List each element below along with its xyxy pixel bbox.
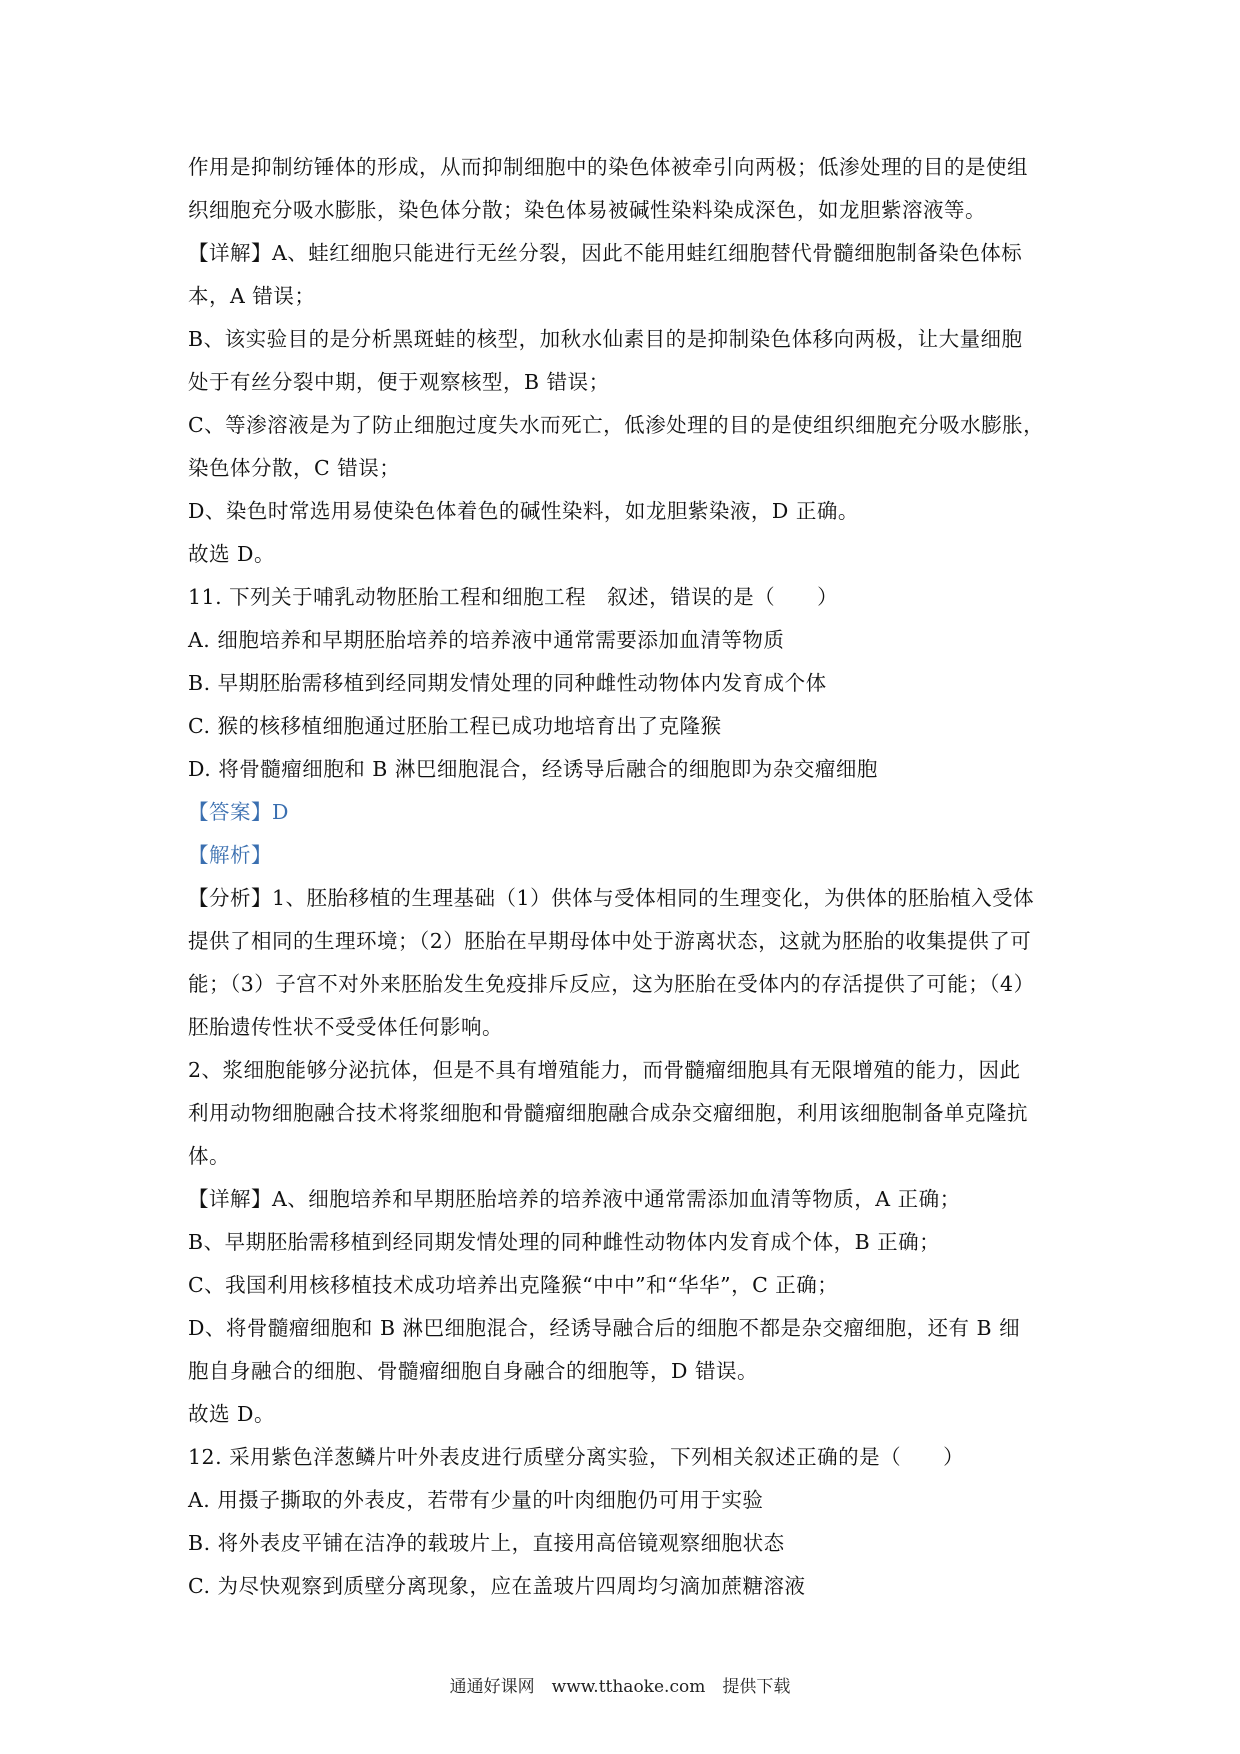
question-11-stem: 11. 下列关于哺乳动物胚胎工程和细胞工程 叙述，错误的是（ ） [188,585,839,609]
text-line: C、我国利用核移植技术成功培养出克隆猴“中中”和“华华”，C 正确； [188,1273,839,1297]
question-11-option-b: B. 早期胚胎需移植到经同期发情处理的同种雌性动物体内发育成个体 [188,671,827,695]
answer-label: 【答案】D [188,800,289,824]
text-line: 故选 D。 [188,542,275,566]
text-line: 【详解】A、细胞培养和早期胚胎培养的培养液中通常需添加血清等物质，A 正确； [188,1187,961,1211]
question-12-option-b: B. 将外表皮平铺在洁净的载玻片上，直接用高倍镜观察细胞状态 [188,1531,785,1555]
question-12-option-a: A. 用摄子撕取的外表皮，若带有少量的叶肉细胞仍可用于实验 [188,1488,764,1512]
text-line: C、等渗溶液是为了防止细胞过度失水而死亡，低渗处理的目的是使组织细胞充分吸水膨胀， [188,413,1045,437]
text-line: 胚胎遗传性状不受受体任何影响。 [188,1015,503,1039]
text-line: 【分析】1、胚胎移植的生理基础（1）供体与受体相同的生理变化，为供体的胚胎植入受体 [188,886,1035,910]
text-line: D、染色时常选用易使染色体着色的碱性染料，如龙胆紫染液，D 正确。 [188,499,859,523]
page-footer: 通通好课网 www.tthaoke.com 提供下载 [449,1677,791,1697]
question-11-option-c: C. 猴的核移植细胞通过胚胎工程已成功地培育出了克隆猴 [188,714,722,738]
text-line: D、将骨髓瘤细胞和 B 淋巴细胞混合，经诱导融合后的细胞不都是杂交瘤细胞，还有 B 细 [188,1316,1021,1340]
text-line: 织细胞充分吸水膨胀，染色体分散；染色体易被碱性染料染成深色，如龙胆紫溶液等。 [188,198,986,222]
text-line: B、早期胚胎需移植到经同期发情处理的同种雌性动物体内发育成个体，B 正确； [188,1230,941,1254]
text-line: 体。 [188,1144,230,1168]
text-line: 故选 D。 [188,1402,275,1426]
question-12-option-c: C. 为尽快观察到质壁分离现象，应在盖玻片四周均匀滴加蔗糖溶液 [188,1574,806,1598]
text-line: 利用动物细胞融合技术将浆细胞和骨髓瘤细胞融合成杂交瘤细胞，利用该细胞制备单克隆抗 [188,1101,1028,1125]
text-line: 本，A 错误； [188,284,316,308]
text-line: 染色体分散，C 错误； [188,456,401,480]
question-12-stem: 12. 采用紫色洋葱鳞片叶外表皮进行质壁分离实验，下列相关叙述正确的是（ ） [188,1445,965,1469]
question-11-option-a: A. 细胞培养和早期胚胎培养的培养液中通常需要添加血清等物质 [188,628,785,652]
question-11-option-d: D. 将骨髓瘤细胞和 B 淋巴细胞混合，经诱导后融合的细胞即为杂交瘤细胞 [188,757,878,781]
document-body [188,146,1068,1608]
analysis-label: 【解析】 [188,843,272,867]
text-line: B、该实验目的是分析黑斑蛙的核型，加秋水仙素目的是抑制染色体移向两极，让大量细胞 [188,327,1023,351]
text-line: 胞自身融合的细胞、骨髓瘤细胞自身融合的细胞等，D 错误。 [188,1359,758,1383]
text-line: 作用是抑制纺锤体的形成，从而抑制细胞中的染色体被牵引向两极；低渗处理的目的是使组 [188,155,1028,179]
text-line: 能；（3）子宫不对外来胚胎发生免疫排斥反应，这为胚胎在受体内的存活提供了可能；（4） [188,972,1035,996]
text-line: 处于有丝分裂中期，便于观察核型，B 错误； [188,370,610,394]
text-line: 2、浆细胞能够分泌抗体，但是不具有增殖能力，而骨髓瘤细胞具有无限增殖的能力，因此 [188,1058,1021,1082]
text-line: 提供了相同的生理环境；（2）胚胎在早期母体中处于游离状态，这就为胚胎的收集提供了可 [188,929,1032,953]
text-line: 【详解】A、蛙红细胞只能进行无丝分裂，因此不能用蛙红细胞替代骨髓细胞制备染色体标 [188,241,1023,265]
